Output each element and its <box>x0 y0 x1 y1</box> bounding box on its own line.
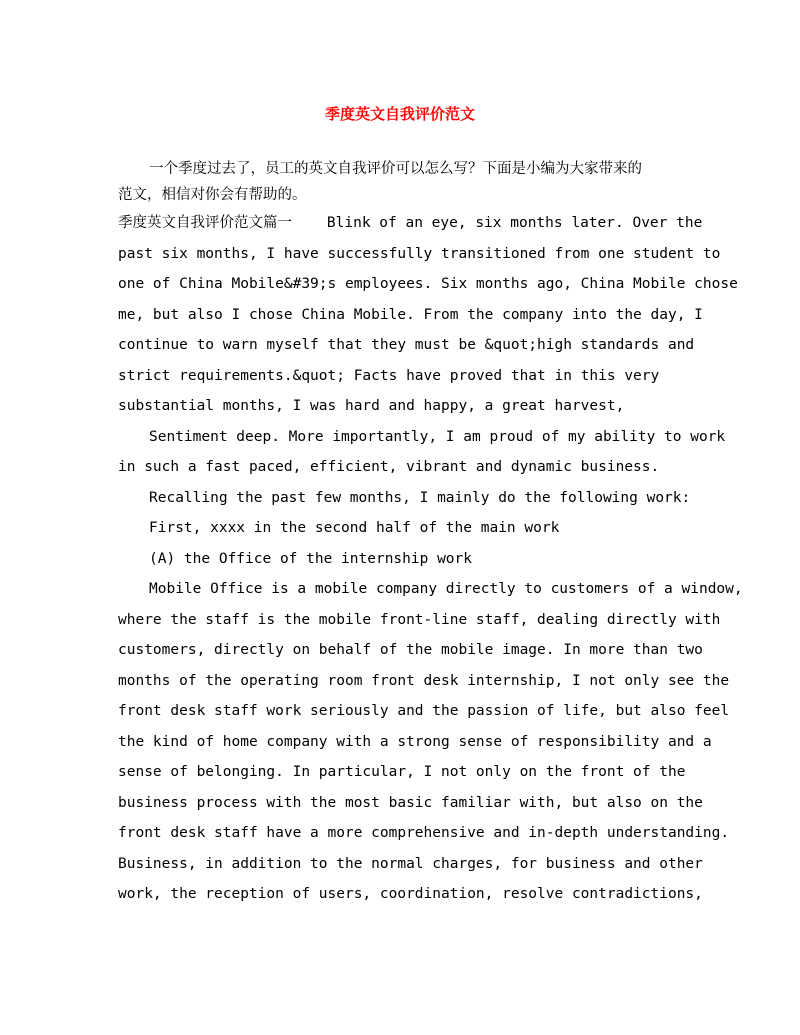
body-line-24: Business, in addition to the normal charges, for business and other <box>118 855 703 872</box>
body-line-19: front desk staff work seriously and the passion of life, but also feel <box>118 703 730 719</box>
body-line-15: Mobile Office is a mobile company directly to customers of a window, <box>149 581 743 597</box>
body-line-14: (A) the Office of the internship work <box>149 550 473 567</box>
body-line-3: 季度英文自我评价范文篇一 Blink of an eye, six months later. Over the <box>118 215 703 231</box>
body-line-17: customers, directly on behalf of the mobile image. In more than two <box>118 642 703 658</box>
body-line-13: First, xxxx in the second half of the main work <box>149 520 560 536</box>
body-line-4: past six months, I have successfully transitioned from one student to <box>118 245 721 262</box>
body-line-6: me, but also I chose China Mobile. From the company into the day, I <box>118 306 703 323</box>
body-line-7: continue to warn myself that they must be &quot;high standards and <box>118 337 695 353</box>
body-line-9: substantial months, I was hard and happy, a great harvest, <box>118 398 625 414</box>
intro-line-1: 一个季度过去了，员工的英文自我评价可以怎么写？下面是小编为大家带来的 <box>149 161 642 177</box>
body-line-11: in such a fast paced, efficient, vibrant and dynamic business. <box>118 459 660 475</box>
body-line-20: the kind of home company with a strong sense of responsibility and a <box>118 733 712 750</box>
body-line-8: strict requirements.&quot; Facts have proved that in this very <box>118 367 660 384</box>
body-line-10: Sentiment deep. More importantly, I am proud of my ability to work <box>149 428 726 445</box>
document-title: 季度英文自我评价范文 <box>324 105 475 123</box>
body-line-16: where the staff is the mobile front-line staff, dealing directly with <box>118 611 721 628</box>
body-line-18: months of the operating room front desk internship, I not only see the <box>118 672 730 689</box>
body-line-23: front desk staff have a more comprehensive and in-depth understanding. <box>118 825 730 841</box>
body-line-12: Recalling the past few months, I mainly do the following work: <box>149 489 691 506</box>
body-line-5: one of China Mobile&#39;s employees. Six months ago, China Mobile chose <box>118 276 738 292</box>
body-line-21: sense of belonging. In particular, I not only on the front of the <box>118 764 686 780</box>
body-line-22: business process with the most basic familiar with, but also on the <box>118 794 703 811</box>
body-line-25: work, the reception of users, coordination, resolve contradictions, <box>118 886 703 902</box>
document-body <box>118 156 743 910</box>
intro-line-2: 范文，相信对你会有帮助的。 <box>118 187 307 203</box>
